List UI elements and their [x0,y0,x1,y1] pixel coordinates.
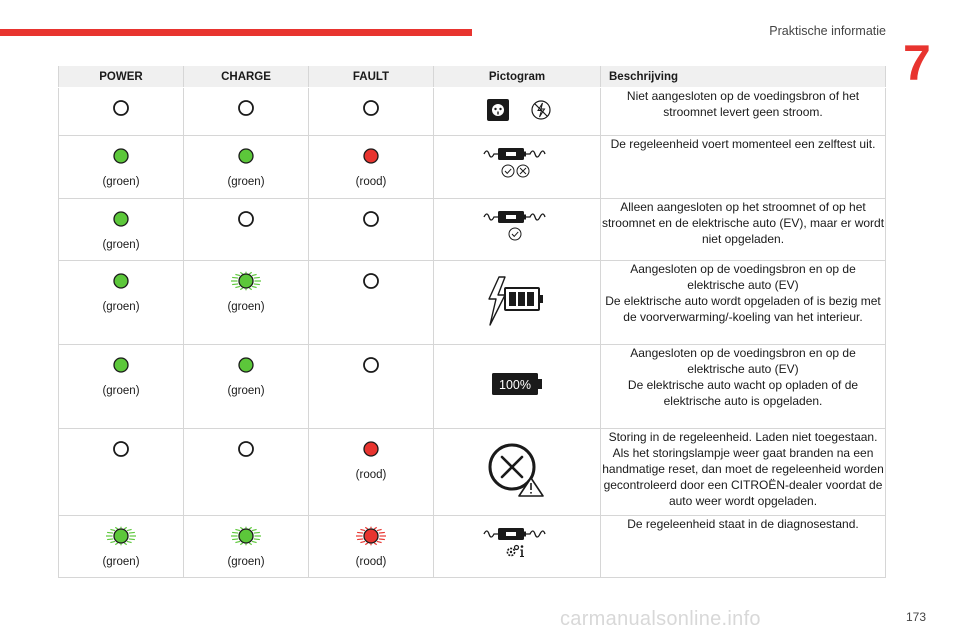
charge-cell [184,199,309,261]
power-cell [59,345,184,429]
fault-led-icon [353,355,389,375]
power-cell [59,88,184,136]
power-led-icon [103,439,139,459]
charge-cell [184,88,309,136]
led-circle [114,101,128,115]
fault-led-icon [353,526,389,546]
led-label: (groen) [102,176,140,188]
fault-cell [309,88,434,136]
connected-ok-icon [482,207,552,243]
led-label: (rood) [355,556,387,568]
charge-led-icon [228,271,264,291]
charge-led-icon [228,355,264,375]
fault-cell [309,136,434,199]
table-row [59,261,886,345]
header-accent-bar [0,29,472,36]
led-circle [114,442,128,456]
led-label: (groen) [227,385,265,397]
col-power: POWER [59,66,184,88]
led-circle [364,442,378,456]
led-label: (groen) [102,385,140,397]
led-circle [239,212,253,226]
description-cell: Alleen aangesloten op het stroomnet of op het stroomnet en de elektrische auto (EV), maar er wordt niet opgeladen. [601,199,886,261]
battery-percent: 100% [499,378,531,392]
led-circle [239,101,253,115]
power-led-icon [103,271,139,291]
fault-cell [309,516,434,578]
charge-led-icon [228,146,264,166]
table-row [59,199,886,261]
fault-led-icon [353,146,389,166]
fault-cell [309,261,434,345]
table-row [59,516,886,578]
led-circle [364,358,378,372]
led-label: (groen) [102,239,140,251]
led-circle [364,212,378,226]
description-cell: Storing in de regeleenheid. Laden niet toegestaan. Als het storingslampje weer gaat branden na een handmatige reset, dan moet de regeleenheid worden gecontroleerd door een CITROËN-dealer voordat de auto weer wordt opgeladen. [601,429,886,516]
charge-cell [184,516,309,578]
led-label: (groen) [102,301,140,313]
led-circle [114,274,128,288]
pictogram-cell [434,429,601,516]
diagnostic-icon [482,524,552,560]
led-label: (rood) [355,469,387,481]
description-cell: Niet aangesloten op de voedingsbron of het stroomnet levert geen stroom. [601,88,886,136]
power-cell [59,429,184,516]
power-led-icon [103,146,139,166]
power-cell [59,136,184,199]
chapter-number: 7 [903,35,931,91]
led-label: (groen) [227,301,265,313]
led-label: (groen) [227,556,265,568]
fault-led-icon [353,209,389,229]
description-cell: Aangesloten op de voedingsbron en op de elektrische auto (EV) De elektrische auto wacht op opladen of de elektrische auto is opgeladen. [601,345,886,429]
led-circle [114,529,128,543]
section-title: Praktische informatie [769,24,886,38]
power-cell [59,199,184,261]
charge-led-icon [228,209,264,229]
selftest-icon [482,144,552,180]
table-row [59,136,886,199]
page-number: 173 [905,610,926,624]
charge-led-icon [228,526,264,546]
charge-cell [184,261,309,345]
col-description: Beschrijving [601,66,886,88]
fault-cell [309,199,434,261]
led-circle [239,529,253,543]
pictogram-cell [434,516,601,578]
led-circle [364,274,378,288]
power-led-icon [103,209,139,229]
battery-full-icon [490,371,544,397]
plug-no-power-icon [477,98,557,124]
power-led-icon [103,98,139,118]
watermark: carmanualsonline.info [560,608,761,630]
pictogram-cell [434,345,601,429]
charge-cell [184,136,309,199]
pictogram-cell [434,199,601,261]
col-pictogram: Pictogram [434,66,601,88]
power-led-icon [103,355,139,375]
fault-cell [309,429,434,516]
charge-led-icon [228,98,264,118]
led-status-table [58,66,886,578]
led-label: (groen) [102,556,140,568]
power-cell [59,261,184,345]
table-row [59,88,886,136]
charging-battery-icon [485,275,549,327]
power-led-icon [103,526,139,546]
led-circle [364,529,378,543]
description-cell: Aangesloten op de voedingsbron en op de elektrische auto (EV) De elektrische auto wordt opgeladen of is bezig met de voorverwarming/-koeling van het interieur. [601,261,886,345]
fault-cell [309,345,434,429]
led-label: (groen) [227,176,265,188]
pictogram-cell [434,136,601,199]
power-cell [59,516,184,578]
charge-led-icon [228,439,264,459]
col-charge: CHARGE [184,66,309,88]
led-circle [239,149,253,163]
table-header-row [59,66,886,88]
fault-warning-icon [487,441,547,499]
led-circle [114,358,128,372]
led-circle [239,442,253,456]
charge-cell [184,429,309,516]
led-circle [239,358,253,372]
pictogram-cell [434,88,601,136]
fault-led-icon [353,439,389,459]
charge-cell [184,345,309,429]
fault-led-icon [353,271,389,291]
pictogram-cell [434,261,601,345]
led-circle [239,274,253,288]
led-circle [114,149,128,163]
led-circle [114,212,128,226]
table-row [59,345,886,429]
led-label: (rood) [355,176,387,188]
led-circle [364,149,378,163]
table-row [59,429,886,516]
description-cell: De regeleenheid staat in de diagnosestand. [601,516,886,578]
fault-led-icon [353,98,389,118]
col-fault: FAULT [309,66,434,88]
description-cell: De regeleenheid voert momenteel een zelftest uit. [601,136,886,199]
led-circle [364,101,378,115]
